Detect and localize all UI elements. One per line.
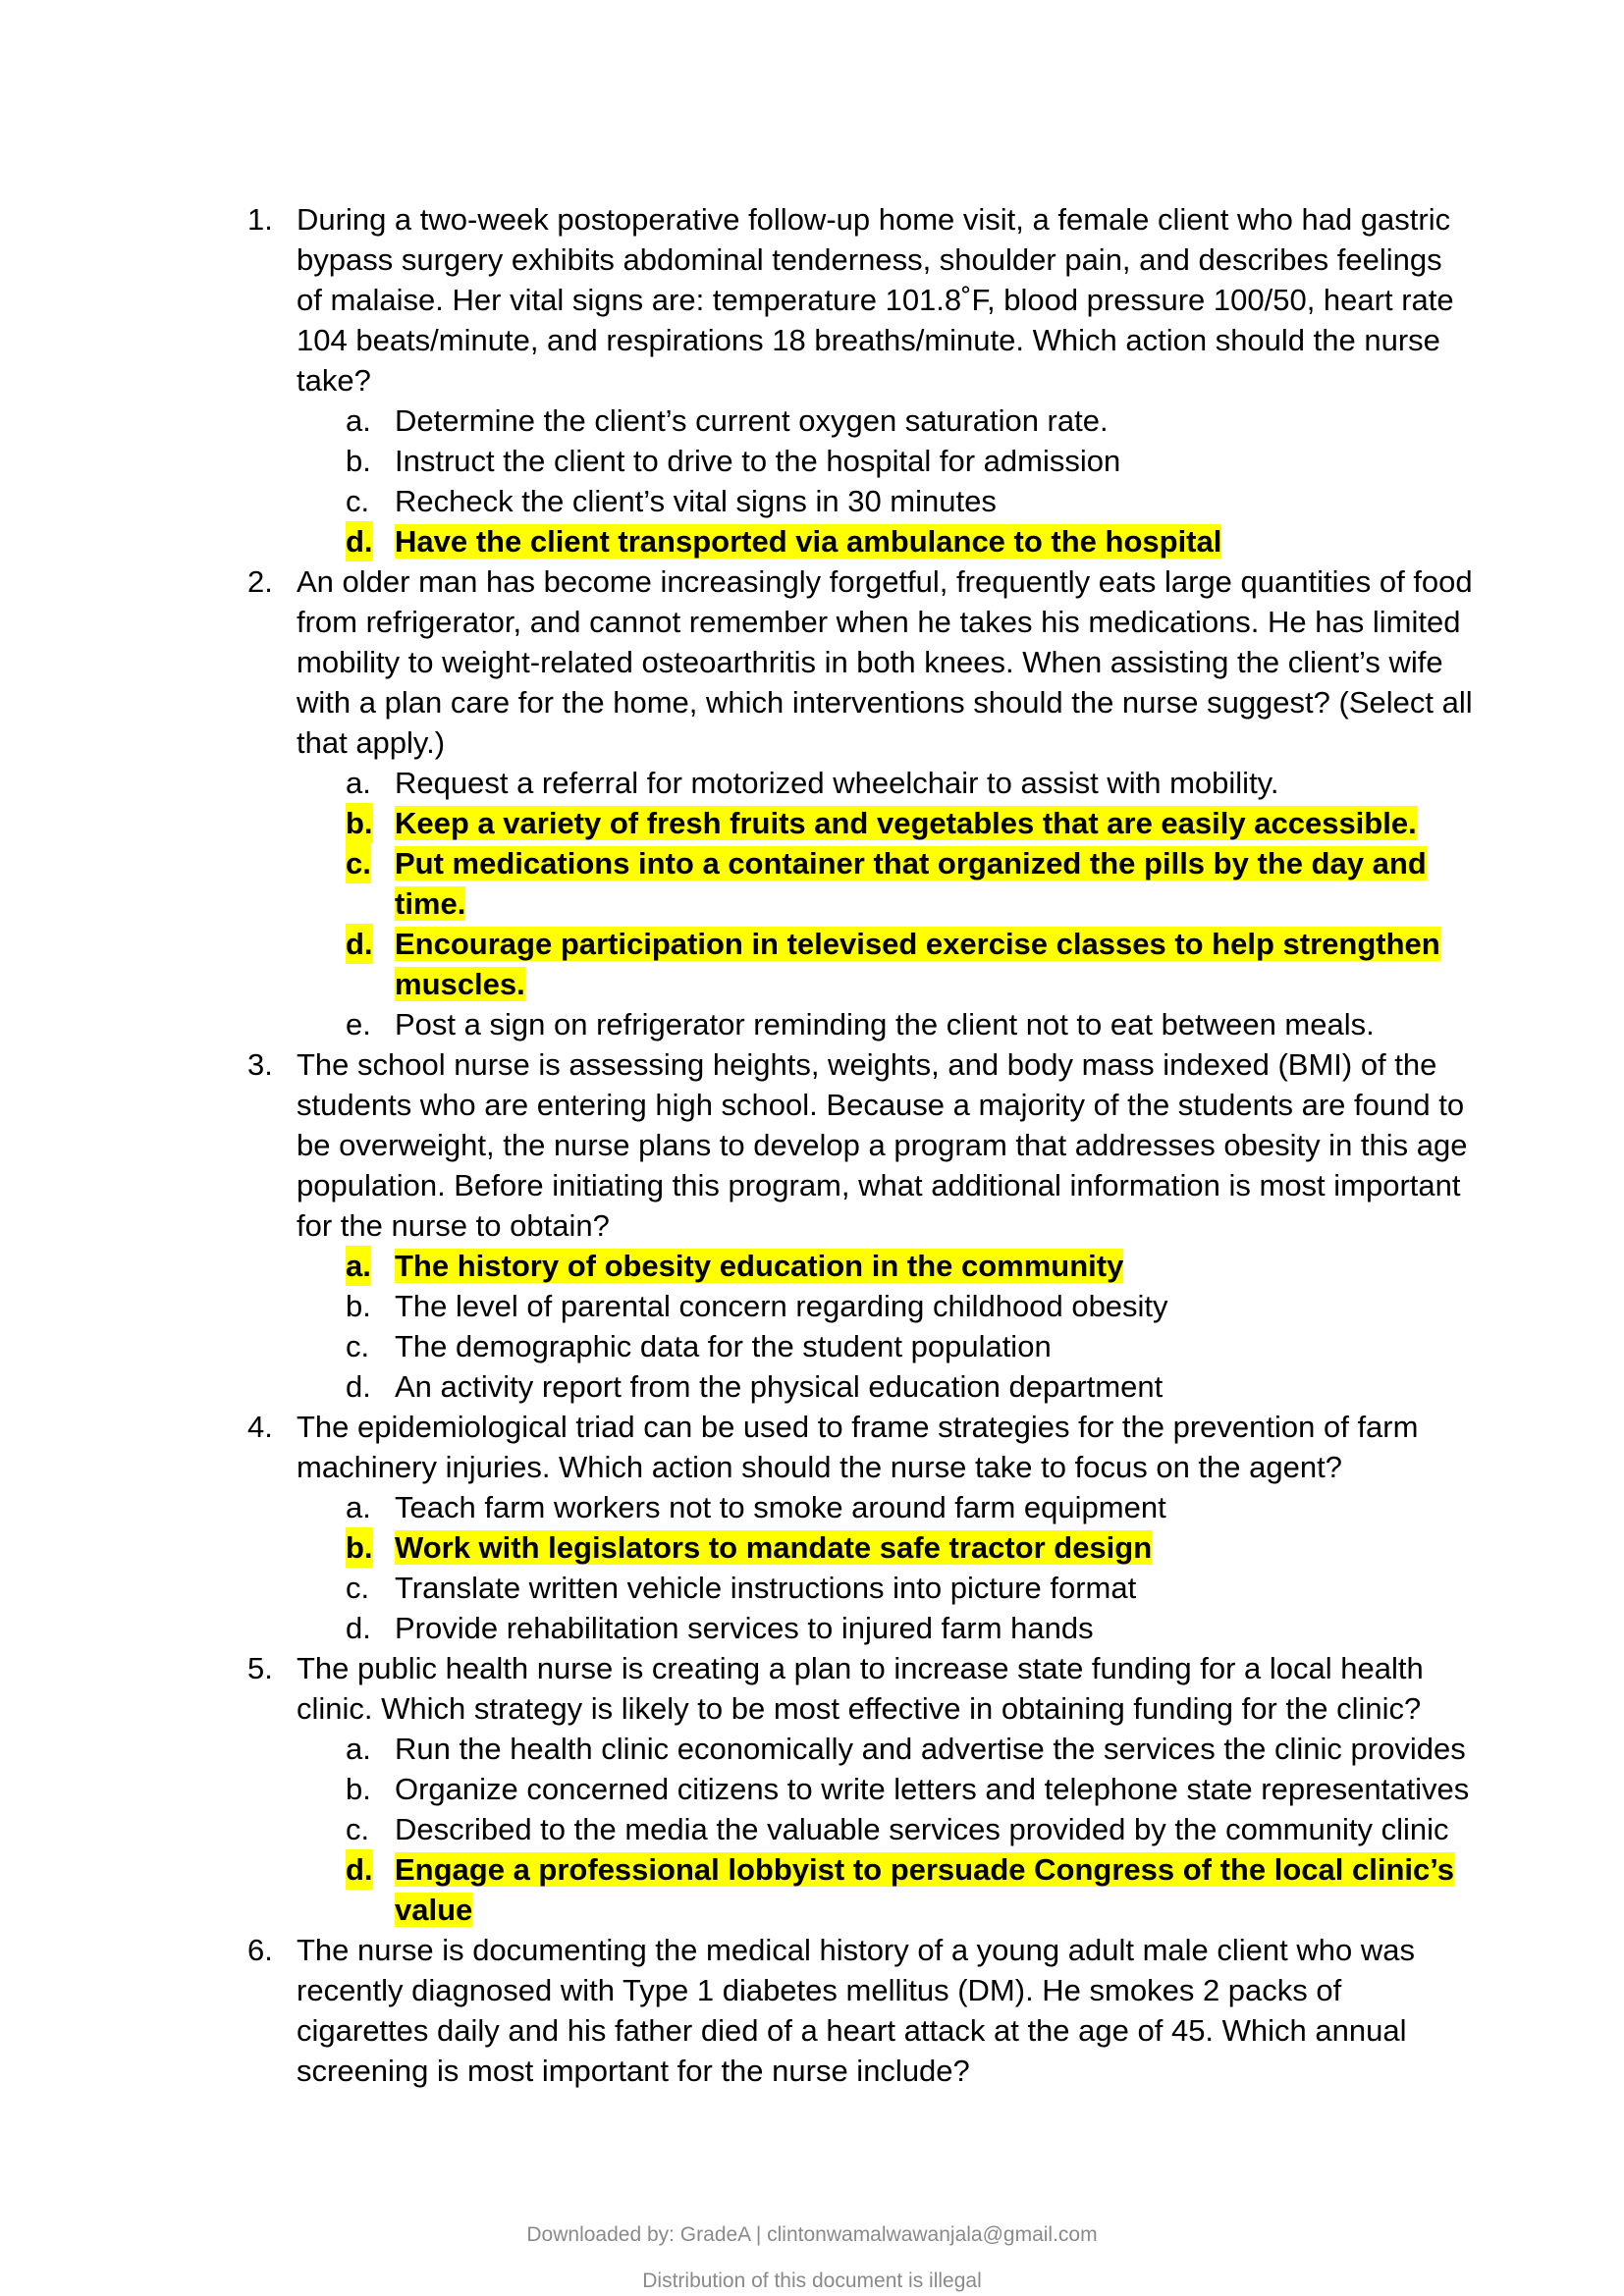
option-text: The level of parental concern regarding childhood obesity xyxy=(395,1289,1168,1323)
question-item xyxy=(247,1648,1475,1930)
answer-options xyxy=(297,763,1475,1044)
option-text: The demographic data for the student population xyxy=(395,1329,1052,1363)
option-label: d. xyxy=(346,1611,371,1645)
question-text: The epidemiological triad can be used to frame strategies for the prevention of farm machinery injuries. Which action should the nurse take to focus on the agent? xyxy=(297,1410,1419,1484)
option-label: b. xyxy=(346,1289,371,1323)
option-label: c. xyxy=(346,1812,370,1846)
option-text: Teach farm workers not to smoke around farm equipment xyxy=(395,1490,1166,1524)
answer-option-correct xyxy=(297,1527,1475,1568)
option-label: b. xyxy=(346,1772,371,1806)
answer-option xyxy=(297,1004,1475,1044)
answer-option xyxy=(297,1366,1475,1407)
question-number: 4. xyxy=(247,1410,273,1444)
option-text: Organize concerned citizens to write letters and telephone state representatives xyxy=(395,1772,1470,1806)
answer-option xyxy=(297,441,1475,481)
option-label: d. xyxy=(346,924,373,964)
question-text: During a two-week postoperative follow-up home visit, a female client who had gastric bypass surgery exhibits abdominal tenderness, shoulder pain, and describes feelings of malaise. Her vital signs are: temperature 101.8˚F, blood pressure 100/50, heart rate 104 beats/minute, and respirations 18 breaths/minute. Which action should the nurse take? xyxy=(297,202,1454,398)
question-number: 1. xyxy=(247,202,273,237)
option-label: a. xyxy=(346,1490,371,1524)
answer-option xyxy=(297,1286,1475,1326)
answer-option xyxy=(297,1326,1475,1366)
option-text: The history of obesity education in the community xyxy=(395,1249,1124,1283)
option-label: b. xyxy=(346,803,373,843)
question-item xyxy=(247,1930,1475,2091)
option-text: Keep a variety of fresh fruits and vegetables that are easily accessible. xyxy=(395,806,1417,840)
answer-options xyxy=(297,1487,1475,1648)
option-label: d. xyxy=(346,521,373,561)
answer-option-correct xyxy=(297,924,1475,1004)
question-item xyxy=(247,1044,1475,1407)
option-text: Engage a professional lobbyist to persuade Congress of the local clinic’s value xyxy=(395,1852,1454,1927)
option-text: Determine the client’s current oxygen saturation rate. xyxy=(395,403,1109,438)
question-text: The school nurse is assessing heights, weights, and body mass indexed (BMI) of the students who are entering high school. Because a majority of the students are found to be overweight, the nurse plans to develop a program that addresses obesity in this age population. Before initiating this program, what additional information is most important for the nurse to obtain? xyxy=(297,1047,1468,1243)
option-label: b. xyxy=(346,1527,373,1568)
answer-options xyxy=(297,400,1475,561)
answer-option-correct xyxy=(297,843,1475,924)
option-label: c. xyxy=(346,1571,370,1605)
option-label: c. xyxy=(346,484,370,518)
answer-option-correct xyxy=(297,521,1475,561)
option-text: Described to the media the valuable services provided by the community clinic xyxy=(395,1812,1449,1846)
answer-option xyxy=(297,481,1475,521)
option-label: a. xyxy=(346,1732,371,1766)
option-label: a. xyxy=(346,1246,371,1286)
distribution-notice: Distribution of this document is illegal xyxy=(642,2269,982,2292)
option-label: a. xyxy=(346,403,371,438)
option-label: d. xyxy=(346,1369,371,1404)
option-text: Translate written vehicle instructions into picture format xyxy=(395,1571,1137,1605)
question-list xyxy=(247,199,1475,2091)
option-text: Run the health clinic economically and advertise the services the clinic provides xyxy=(395,1732,1466,1766)
answer-option xyxy=(297,763,1475,803)
question-text: The public health nurse is creating a plan to increase state funding for a local health clinic. Which strategy is likely to be most effective in obtaining funding for the clinic? xyxy=(297,1651,1424,1726)
option-text: Request a referral for motorized wheelchair to assist with mobility. xyxy=(395,766,1279,800)
option-text: Post a sign on refrigerator reminding the client not to eat between meals. xyxy=(395,1007,1375,1041)
question-text: An older man has become increasingly forgetful, frequently eats large quantities of food from refrigerator, and cannot remember when he takes his medications. He has limited mobility to weight-related osteoarthritis in both knees. When assisting the client’s wife with a plan care for the home, which interventions should the nurse suggest? (Select all that apply.) xyxy=(297,564,1473,760)
answer-option xyxy=(297,1809,1475,1849)
answer-option-correct xyxy=(297,1849,1475,1930)
answer-option xyxy=(297,1568,1475,1608)
question-text: The nurse is documenting the medical history of a young adult male client who was recently diagnosed with Type 1 diabetes mellitus (DM). He smokes 2 packs of cigarettes daily and his father died of a heart attack at the age of 45. Which annual screening is most important for the nurse include? xyxy=(297,1933,1415,2088)
option-label: a. xyxy=(346,766,371,800)
option-text: Have the client transported via ambulance to the hospital xyxy=(395,524,1222,559)
question-number: 3. xyxy=(247,1047,273,1082)
question-number: 5. xyxy=(247,1651,273,1685)
answer-option xyxy=(297,1729,1475,1769)
option-text: Encourage participation in televised exercise classes to help strengthen muscles. xyxy=(395,927,1440,1001)
option-label: d. xyxy=(346,1849,373,1890)
answer-options xyxy=(297,1729,1475,1930)
answer-option xyxy=(297,400,1475,441)
question-item xyxy=(247,561,1475,1044)
option-text: Put medications into a container that organized the pills by the day and time. xyxy=(395,846,1427,921)
option-label: c. xyxy=(346,1329,370,1363)
answer-option xyxy=(297,1608,1475,1648)
question-number: 6. xyxy=(247,1933,273,1967)
question-item xyxy=(247,199,1475,561)
answer-option xyxy=(297,1487,1475,1527)
option-text: Recheck the client’s vital signs in 30 minutes xyxy=(395,484,997,518)
option-label: b. xyxy=(346,444,371,478)
answer-option-correct xyxy=(297,803,1475,843)
answer-option-correct xyxy=(297,1246,1475,1286)
option-text: Instruct the client to drive to the hospital for admission xyxy=(395,444,1121,478)
option-text: Work with legislators to mandate safe tractor design xyxy=(395,1530,1153,1565)
answer-options xyxy=(297,1246,1475,1407)
option-text: An activity report from the physical education department xyxy=(395,1369,1164,1404)
question-number: 2. xyxy=(247,564,273,599)
answer-option xyxy=(297,1769,1475,1809)
download-notice: Downloaded by: GradeA | clintonwamalwawanjala@gmail.com xyxy=(526,2223,1098,2246)
option-label: c. xyxy=(346,843,371,883)
option-label: e. xyxy=(346,1007,371,1041)
question-item xyxy=(247,1407,1475,1648)
option-text: Provide rehabilitation services to injured farm hands xyxy=(395,1611,1094,1645)
